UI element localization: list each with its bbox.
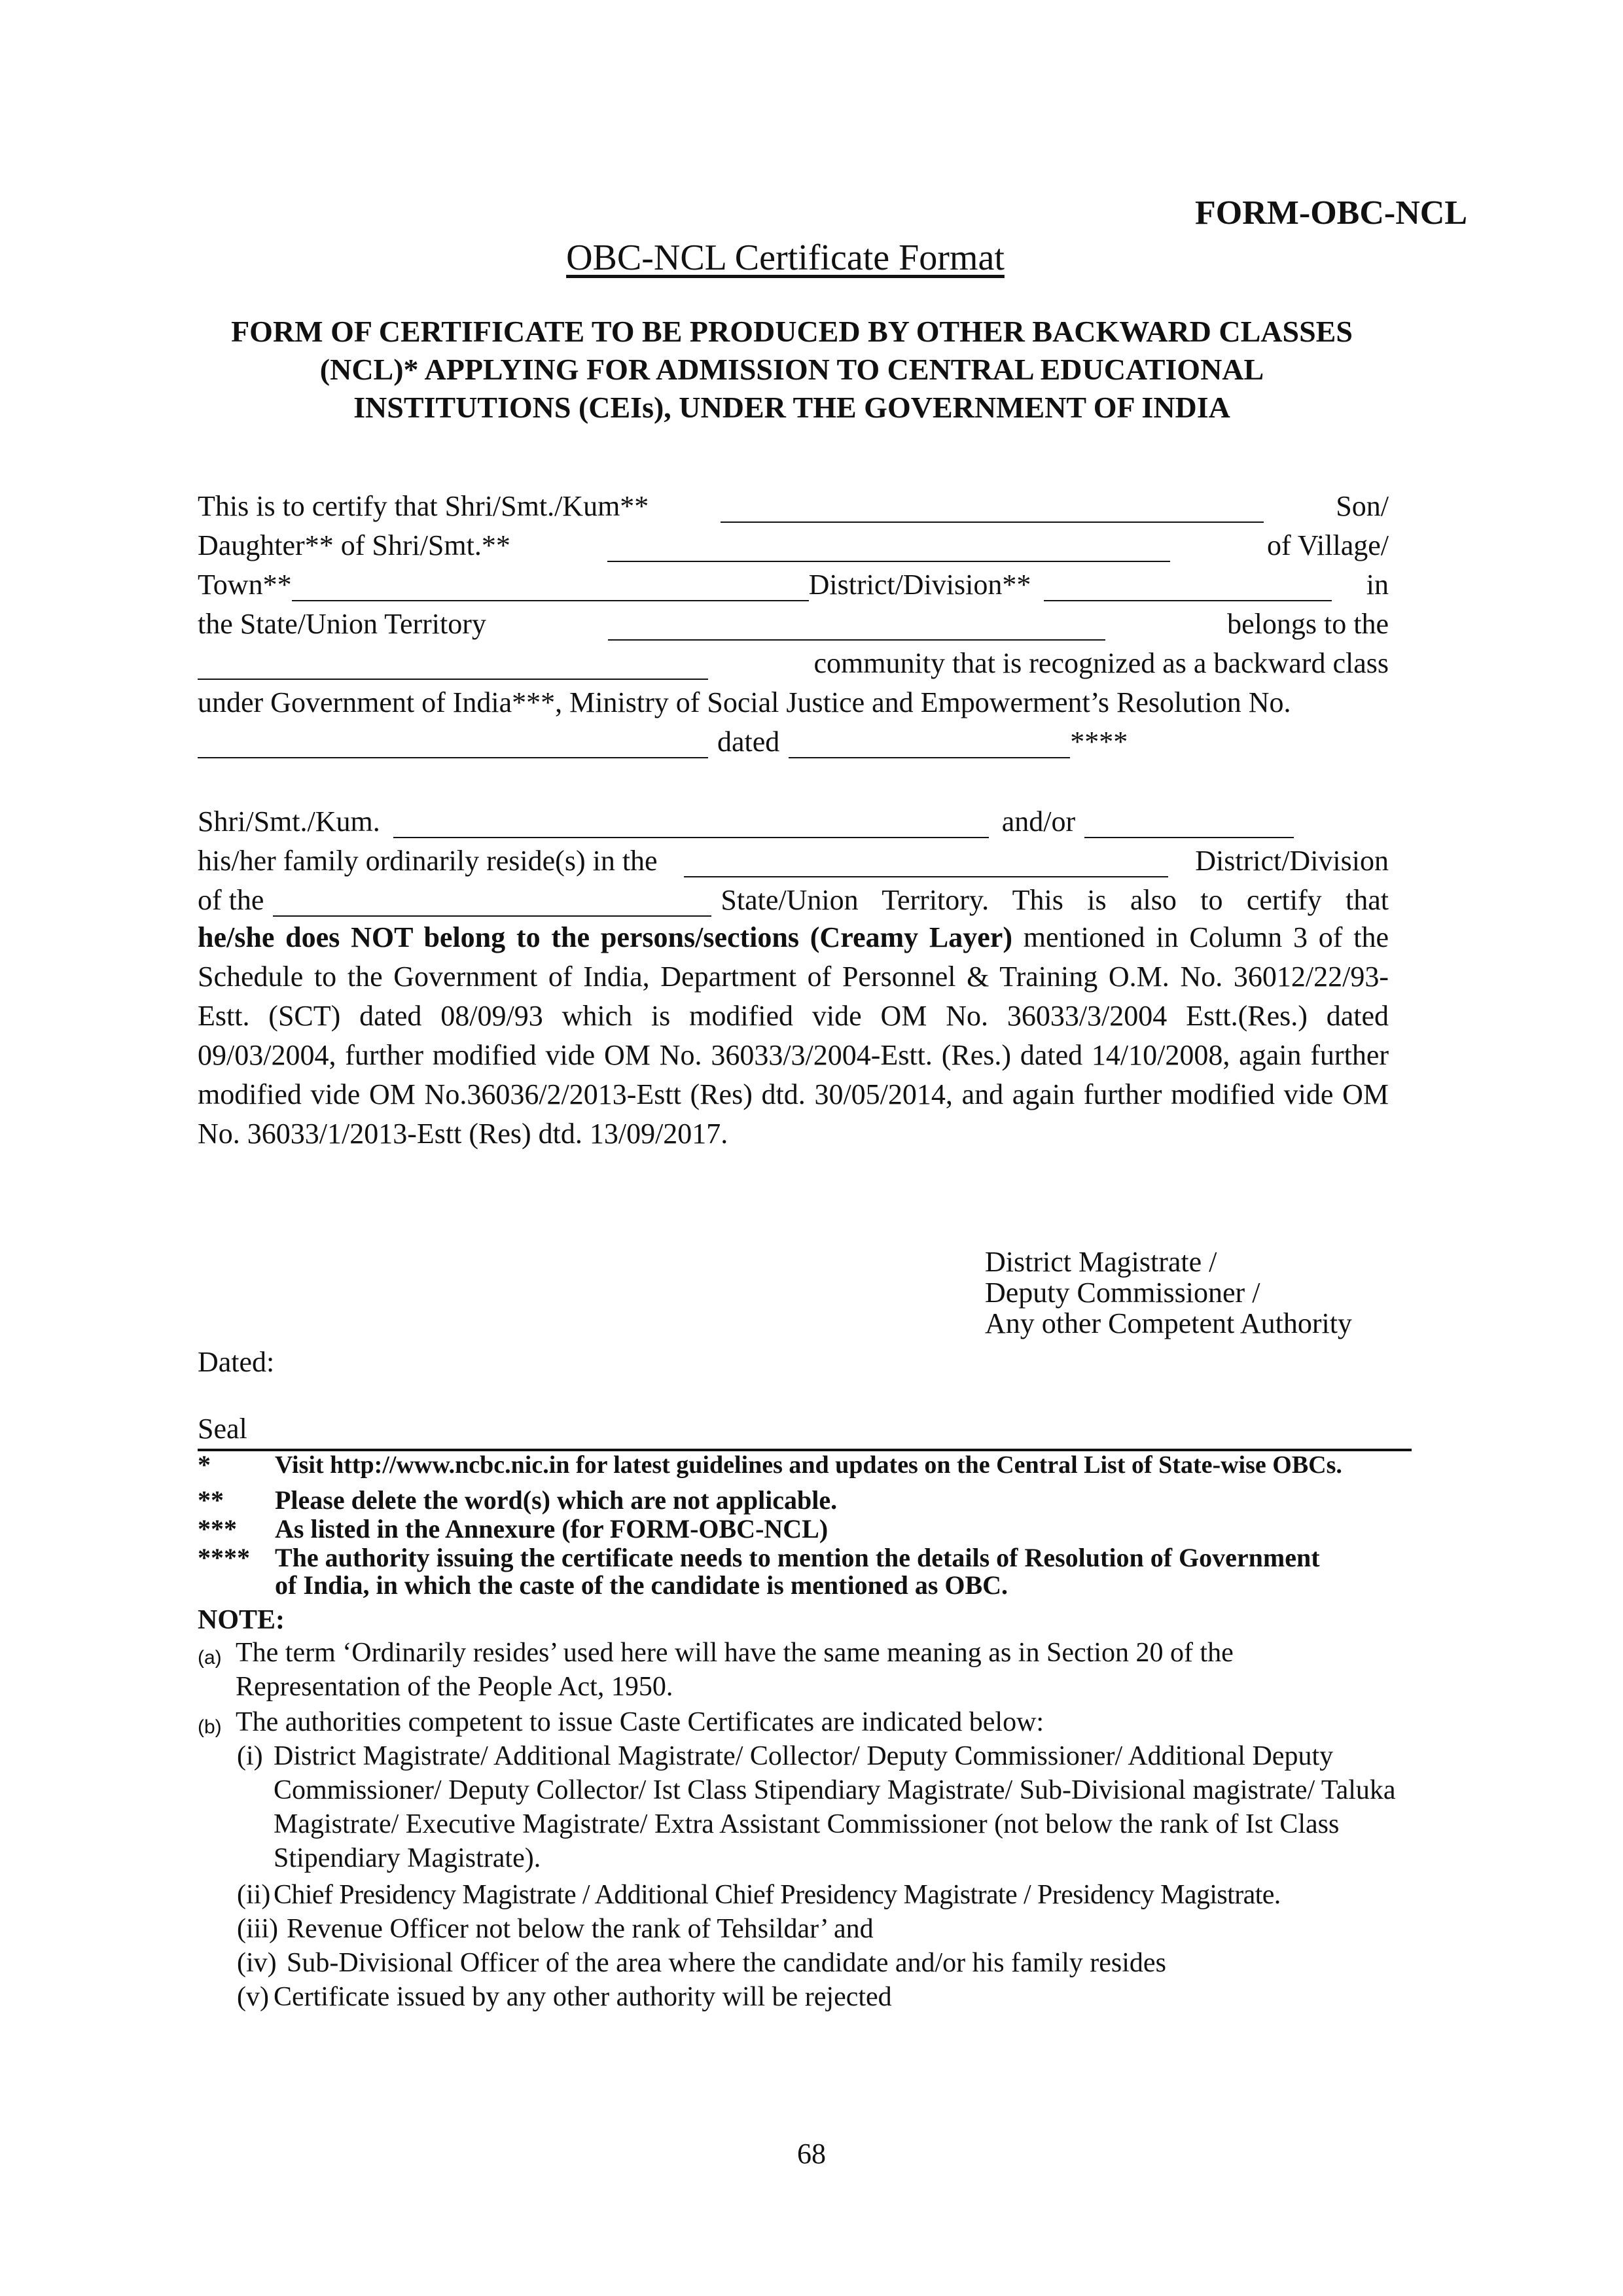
cert-text: in <box>1366 569 1389 601</box>
authority-item <box>237 1980 1415 2014</box>
seal-label: Seal <box>198 1413 247 1445</box>
authority-item-text: Chief Presidency Magistrate / Additional Chief Presidency Magistrate / Presidency Magistrate. <box>274 1880 1281 1910</box>
cert-line-2 <box>198 529 1389 562</box>
name-blank <box>721 498 1264 523</box>
cert-line-10 <box>198 883 1389 917</box>
resolution-date-blank <box>789 733 1070 758</box>
cert-text: his/her family ordinarily reside(s) in the <box>198 845 658 877</box>
authority-item-text: Sub-Divisional Officer of the area where the candidate and/or his family resides <box>287 1948 1166 1978</box>
footnote-mark: **** <box>198 1543 250 1572</box>
community-blank <box>198 655 708 680</box>
footnote-text: Please delete the word(s) which are not applicable. <box>275 1485 838 1515</box>
authority-item-label: (v) <box>237 1982 269 2012</box>
cert-text: dated <box>717 726 780 758</box>
authority-item <box>237 1878 1415 1912</box>
note-item-label: (b) <box>198 1716 222 1738</box>
family-blank <box>1084 813 1294 838</box>
state-blank <box>608 616 1105 641</box>
certificate-paragraph <box>198 918 1389 1154</box>
cert-line-7 <box>198 725 1389 758</box>
footnote <box>198 1487 1441 1514</box>
signature-block <box>985 1246 1352 1339</box>
note-item-text: The term ‘Ordinarily resides’ used here will have the same meaning as in Section 20 of the Representation of the People Act, 1950. <box>236 1638 1234 1702</box>
town-blank <box>292 576 809 601</box>
signatory-line: District Magistrate / <box>985 1246 1217 1278</box>
form-code: FORM-OBC-NCL <box>1195 194 1467 232</box>
cert-text: of Village/ <box>1267 529 1389 561</box>
footnote-text: As listed in the Annexure (for FORM-OBC-NCL) <box>275 1514 829 1544</box>
dated-label: Dated: <box>198 1346 275 1378</box>
cert-line-6 <box>198 686 1389 719</box>
authority-item-text: District Magistrate/ Additional Magistrate/ Collector/ Deputy Commissioner/ Additional Deputy Commissioner/ Deputy Collector/ Ist Class Stipendiary Magistrate/ Sub-Divisional magistrate/ Taluka Magistrate/ Executive Magistrate/ Extra Assistant Commissioner (not below the rank of Ist Class Stipendiary Magistrate). <box>274 1741 1396 1873</box>
footnote-mark: ** <box>198 1485 224 1515</box>
authority-item-text: Revenue Officer not below the rank of Tehsildar’ and <box>287 1914 874 1944</box>
state-blank-2 <box>273 892 711 917</box>
authority-item-label: (i) <box>237 1741 263 1771</box>
authority-item-text: Certificate issued by any other authority will be rejected <box>274 1982 892 2012</box>
authority-item-label: (ii) <box>237 1880 271 1910</box>
cert-line-1 <box>198 489 1389 523</box>
creamy-layer-clause: he/she does NOT belong to the persons/sections (Creamy Layer) <box>198 921 1012 953</box>
certificate-heading: FORM OF CERTIFICATE TO BE PRODUCED BY OTHER BACKWARD CLASSES (NCL)* APPLYING FOR ADMISSION TO CENTRAL EDUCATIONAL INSTITUTIONS (CEIs), UNDER THE GOVERNMENT OF INDIA <box>231 315 1353 424</box>
footnote-mark: * <box>198 1450 211 1479</box>
cert-text: community that is recognized as a backward class <box>813 647 1389 679</box>
cert-text: belongs to the <box>1227 608 1389 640</box>
resolution-blank <box>198 733 708 758</box>
footnote <box>198 1451 1441 1479</box>
authority-item <box>237 1946 1415 1980</box>
note-label: NOTE: <box>198 1605 285 1635</box>
cert-text: Daughter** of Shri/Smt.** <box>198 529 510 561</box>
page-number: 68 <box>797 2138 826 2170</box>
cert-text: the State/Union Territory <box>198 608 486 640</box>
cert-line-3 <box>198 568 1389 601</box>
cert-text: Shri/Smt./Kum. <box>198 805 380 838</box>
name-blank-2 <box>393 813 989 838</box>
footnote <box>198 1515 1441 1543</box>
om-reference-text: mentioned in Column 3 of the Schedule to the Government of India, Department of Personnel & Training O.M. No. 36012/22/93- Estt. (SCT) dated 08/09/93 which is modified vide OM No. 36033/3/2004 Estt.(Res.) dated 09/03/2004, further modified vide OM No. 36033/3/2004-Estt. (Res.) dated 14/10/2008, again further modified vide OM No.36036/2/2013-Estt (Res) dtd. 30/05/2014, and again further modified vide OM No. 36033/1/2013-Estt (Res) dtd. 13/09/2017. <box>198 921 1389 1150</box>
cert-line-9 <box>198 844 1389 877</box>
parent-name-blank <box>607 537 1170 562</box>
note-item-label: (a) <box>198 1647 222 1669</box>
cert-line-8 <box>198 805 1389 838</box>
cert-text: of the <box>198 884 264 916</box>
district-blank <box>1044 576 1332 601</box>
cert-text: **** <box>1070 726 1128 758</box>
cert-line-5 <box>198 646 1389 680</box>
cert-text: District/Division <box>1195 845 1389 877</box>
cert-text: and/or <box>1001 805 1076 838</box>
authority-item <box>237 1739 1415 1875</box>
cert-text: Town** <box>198 569 292 601</box>
footnote <box>198 1544 1441 1599</box>
cert-text: State/Union Territory. This is also to certify that <box>721 884 1389 916</box>
note-item-a <box>198 1636 1408 1704</box>
signatory-line: Deputy Commissioner / <box>985 1277 1260 1309</box>
note-item-text: The authorities competent to issue Caste Certificates are indicated below: <box>236 1707 1044 1737</box>
cert-text: This is to certify that Shri/Smt./Kum** <box>198 490 649 522</box>
page-title: OBC-NCL Certificate Format <box>566 238 1005 278</box>
footnote-text: Visit http://www.ncbc.nic.in for latest guidelines and updates on the Central List of State-wise OBCs. <box>275 1451 1342 1479</box>
signatory-line: Any other Competent Authority <box>985 1307 1352 1339</box>
footnote-text: The authority issuing the certificate needs to mention the details of Resolution of Government of India, in which the caste of the candidate is mentioned as OBC. <box>275 1543 1320 1600</box>
cert-text: under Government of India***, Ministry of Social Justice and Empowerment’s Resolution No. <box>198 686 1291 718</box>
note-item-b <box>198 1705 1408 1744</box>
authority-item-label: (iv) <box>237 1948 277 1978</box>
authority-item <box>237 1912 1415 1946</box>
cert-line-4 <box>198 607 1389 641</box>
cert-text: Son/ <box>1336 490 1389 522</box>
cert-text: District/Division** <box>808 569 1031 601</box>
authority-item-label: (iii) <box>237 1914 278 1944</box>
district-blank-2 <box>684 853 1168 877</box>
footnote-mark: *** <box>198 1514 237 1544</box>
